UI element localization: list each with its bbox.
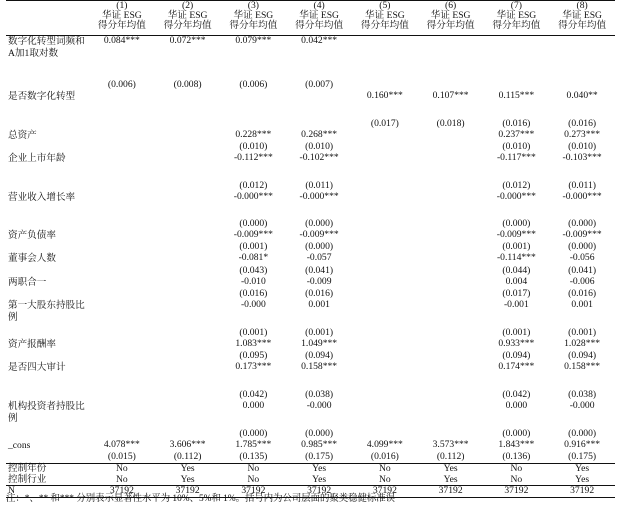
column-header: (8) 华证 ESG 得分年均值	[549, 1, 615, 36]
cell-value	[155, 219, 221, 230]
cell-value: -0.009***	[562, 229, 602, 241]
cell-value	[155, 390, 221, 401]
cell-value: 1.083***	[235, 337, 272, 349]
cell-value: (0.042)	[502, 389, 531, 401]
cell-value: (0.010)	[305, 141, 334, 153]
row-label	[6, 390, 89, 401]
cell-value: Yes	[180, 473, 195, 485]
cell-value: No	[247, 473, 260, 485]
header-corner	[6, 1, 89, 36]
header-row	[6, 1, 615, 36]
cell-value: No	[510, 473, 523, 485]
cell-value: -0.009***	[233, 229, 273, 241]
cell-value: (0.136)	[502, 451, 531, 463]
cell-value	[418, 390, 484, 401]
cell-value	[89, 401, 155, 429]
cell-value	[89, 181, 155, 192]
cell-value	[89, 351, 155, 362]
cell-value: 3.606***	[169, 439, 206, 451]
cell-value	[352, 192, 418, 219]
cell-value: (0.095)	[239, 350, 268, 362]
cell-value: 0.072***	[169, 35, 206, 46]
cell-value	[418, 289, 484, 300]
cell-value: 0.933***	[498, 337, 535, 349]
row-label: _cons	[8, 440, 31, 452]
cell-value: 37192	[549, 486, 615, 498]
cell-value: (0.010)	[502, 141, 531, 153]
cell-value: (0.042)	[239, 389, 268, 401]
cell-value: (0.016)	[568, 118, 597, 129]
cell-value: (0.016)	[239, 287, 268, 299]
row-label	[6, 80, 89, 91]
cell-value	[352, 266, 418, 277]
cell-value: (0.016)	[305, 287, 334, 299]
cell-value	[352, 277, 418, 289]
cell-value	[352, 390, 418, 401]
row-label: 是否数字化转型	[8, 91, 76, 102]
cell-value	[418, 351, 484, 362]
cell-value: 0.115***	[498, 90, 535, 101]
cell-value: Yes	[312, 473, 327, 485]
cell-value: Yes	[549, 464, 615, 475]
cell-value: 37192	[286, 486, 352, 498]
cell-value: (0.000)	[239, 428, 268, 440]
row-label: 资产负债率	[8, 230, 56, 242]
cell-value	[155, 277, 221, 289]
row-label: 两职合一	[8, 276, 47, 288]
row-label	[6, 181, 89, 192]
cell-value: (0.112)	[436, 451, 465, 463]
cell-value: (0.135)	[239, 451, 268, 463]
cell-value	[418, 339, 484, 351]
cell-value: (0.043)	[239, 264, 268, 276]
cell-value	[352, 351, 418, 362]
cell-value: Yes	[575, 473, 590, 485]
cell-value: (0.006)	[107, 79, 136, 90]
cell-value: -0.000	[306, 400, 332, 412]
table-body	[6, 36, 615, 464]
cell-value: -0.000	[569, 400, 595, 412]
cell-value: -0.081*	[238, 252, 269, 264]
row-label: 营业收入增长率	[8, 192, 76, 204]
table-row	[6, 192, 615, 219]
cell-value	[155, 351, 221, 362]
cell-value: (0.001)	[239, 326, 268, 338]
cell-value: No	[379, 473, 391, 485]
cell-value	[352, 289, 418, 300]
cell-value: -0.000***	[562, 191, 602, 203]
cell-value: (0.038)	[568, 389, 597, 401]
cell-value	[352, 219, 418, 230]
cell-value	[418, 362, 484, 390]
cell-value: (0.001)	[568, 326, 597, 338]
table-row	[6, 362, 615, 390]
table-row-se	[6, 266, 615, 277]
cell-value: 0.084***	[103, 35, 140, 46]
cell-value: (0.001)	[239, 241, 268, 253]
cell-value: (0.012)	[502, 180, 531, 192]
cell-value: (0.112)	[173, 451, 202, 463]
cell-value: (0.041)	[568, 264, 597, 276]
cell-value	[418, 401, 484, 429]
row-label: N	[6, 486, 89, 498]
cell-value	[89, 91, 155, 119]
cell-value: (0.018)	[436, 118, 465, 129]
cell-value: (0.006)	[239, 79, 268, 90]
row-label: 总资产	[8, 130, 37, 141]
cell-value	[418, 192, 484, 219]
cell-value	[155, 181, 221, 192]
cell-value: -0.006	[569, 275, 595, 287]
row-label	[6, 328, 89, 339]
cell-value: No	[352, 464, 418, 475]
cell-value: (0.016)	[370, 451, 399, 463]
cell-value	[89, 289, 155, 300]
cell-value: (0.041)	[305, 264, 334, 276]
cell-value	[418, 242, 484, 253]
cell-value: (0.010)	[568, 141, 597, 153]
column-header: (5) 华证 ESG 得分年均值	[352, 1, 418, 36]
cell-value: Yes	[418, 464, 484, 475]
column-header: (1) 华证 ESG 得分年均值	[89, 1, 155, 36]
cell-value	[155, 142, 221, 153]
cell-value	[89, 142, 155, 153]
cell-value	[484, 36, 550, 81]
row-label: 董事会人数	[8, 253, 56, 265]
cell-value: -0.114***	[496, 252, 536, 264]
row-label	[6, 142, 89, 153]
cell-value: (0.017)	[370, 118, 399, 129]
cell-value: 4.078***	[103, 439, 140, 451]
cell-value	[352, 36, 418, 81]
cell-value: (0.000)	[568, 428, 597, 440]
cell-value: 0.268***	[301, 129, 338, 140]
cell-value: (0.000)	[568, 241, 597, 253]
row-label: 机构投资者持股比例	[8, 401, 85, 425]
cell-value: 0.079***	[235, 35, 272, 46]
cell-value: Yes	[443, 473, 458, 485]
cell-value: (0.000)	[305, 428, 334, 440]
table-header	[6, 1, 615, 36]
cell-value: (0.017)	[502, 287, 531, 299]
cell-value	[549, 36, 615, 81]
cell-value	[221, 91, 287, 119]
cell-value	[418, 230, 484, 242]
table-row	[6, 300, 615, 328]
cell-value	[89, 192, 155, 219]
cell-value: -0.001	[503, 298, 529, 310]
cell-value: 1.049***	[301, 337, 338, 349]
cell-value	[352, 253, 418, 265]
cell-value: 1.785***	[235, 439, 272, 451]
cell-value	[418, 181, 484, 192]
cell-value: No	[221, 464, 287, 475]
cell-value: -0.000	[240, 298, 266, 310]
cell-value: No	[484, 464, 550, 475]
cell-value	[352, 181, 418, 192]
cell-value: 0.228***	[235, 129, 272, 140]
cell-value: 4.099***	[366, 439, 403, 451]
cell-value	[352, 401, 418, 429]
column-header: (2) 华证 ESG 得分年均值	[155, 1, 221, 36]
cell-value: -0.117***	[496, 152, 536, 164]
cell-value	[352, 242, 418, 253]
cell-value: 1.028***	[564, 337, 601, 349]
cell-value: 37192	[352, 486, 418, 498]
cell-value	[418, 153, 484, 181]
row-label	[6, 242, 89, 253]
cell-value: 0.000	[242, 400, 265, 412]
cell-value: (0.000)	[305, 218, 334, 230]
column-header: (3) 华证 ESG 得分年均值	[221, 1, 287, 36]
cell-value	[89, 219, 155, 230]
cell-value: (0.011)	[305, 180, 333, 192]
cell-value	[418, 130, 484, 142]
cell-value: -0.000***	[233, 191, 273, 203]
cell-value: 0.985***	[301, 439, 338, 451]
cell-value	[89, 362, 155, 390]
cell-value: (0.094)	[568, 350, 597, 362]
cell-value: (0.007)	[305, 79, 334, 90]
cell-value: -0.009***	[299, 229, 339, 241]
table-row	[6, 277, 615, 289]
cell-value: 0.000	[505, 400, 528, 412]
cell-value: (0.044)	[502, 264, 531, 276]
cell-value: 0.107***	[432, 90, 469, 101]
cell-value	[89, 277, 155, 289]
cell-value	[155, 339, 221, 351]
cell-value	[155, 153, 221, 181]
cell-value: (0.008)	[173, 79, 202, 90]
cell-value	[155, 192, 221, 219]
cell-value: No	[116, 473, 128, 485]
cell-value	[352, 339, 418, 351]
cell-value	[352, 362, 418, 390]
cell-value	[155, 91, 221, 119]
cell-value: 0.160***	[366, 90, 403, 101]
row-label: 企业上市年龄	[8, 153, 66, 165]
row-label: 资产报酬率	[8, 338, 56, 350]
row-label: 第一大股东持股比例	[8, 299, 85, 324]
cell-value	[89, 153, 155, 181]
cell-value	[89, 339, 155, 351]
cell-value: 0.158***	[301, 361, 338, 373]
cell-value: 37192	[155, 486, 221, 498]
table-row	[6, 475, 615, 486]
cell-value: 0.004	[505, 275, 528, 287]
cell-value	[155, 130, 221, 142]
cell-value: -0.009	[306, 275, 332, 287]
cell-value	[89, 300, 155, 328]
cell-value: (0.000)	[568, 218, 597, 230]
cell-value: -0.102***	[299, 152, 339, 164]
cell-value: (0.094)	[305, 350, 334, 362]
cell-value	[89, 230, 155, 242]
cell-value: (0.012)	[239, 180, 268, 192]
cell-value: 0.174***	[498, 361, 535, 373]
row-label	[6, 289, 89, 300]
cell-value: -0.009***	[496, 229, 536, 241]
cell-value: No	[89, 464, 155, 475]
row-label	[6, 119, 89, 130]
cell-value	[418, 300, 484, 328]
row-label: 是否四大审计	[8, 362, 66, 374]
cell-value: 0.040**	[566, 90, 598, 101]
cell-value	[155, 266, 221, 277]
cell-value: Yes	[286, 464, 352, 475]
cell-value: 0.042***	[301, 35, 338, 46]
cell-value: 0.001	[308, 298, 330, 310]
cell-value	[89, 242, 155, 253]
cell-value	[89, 328, 155, 339]
cell-value: (0.175)	[305, 451, 334, 463]
cell-value	[155, 300, 221, 328]
cell-value	[352, 300, 418, 328]
cell-value: (0.000)	[502, 428, 531, 440]
cell-value: (0.016)	[568, 287, 597, 299]
cell-value	[418, 253, 484, 265]
cell-value: 0.173***	[235, 361, 272, 373]
cell-value	[352, 230, 418, 242]
cell-value	[286, 91, 352, 119]
table-note: 注：*、** 和*** 分别表示显著性水平为 10%、5%和 1%。括号内为公司层面的聚类稳健标准误	[6, 494, 396, 504]
cell-value: Yes	[155, 464, 221, 475]
cell-value	[155, 362, 221, 390]
cell-value: 37192	[418, 486, 484, 498]
row-label	[6, 452, 89, 464]
column-header: (7) 华证 ESG 得分年均值	[484, 1, 550, 36]
cell-value	[418, 142, 484, 153]
cell-value	[352, 153, 418, 181]
cell-value: (0.016)	[502, 118, 531, 129]
column-header: (6) 华证 ESG 得分年均值	[418, 1, 484, 36]
row-label: 控制年份	[6, 464, 89, 475]
cell-value	[89, 253, 155, 265]
row-label	[6, 429, 89, 440]
table-row	[6, 36, 615, 81]
cell-value: (0.094)	[502, 350, 531, 362]
cell-value	[89, 119, 155, 130]
row-label	[6, 351, 89, 362]
cell-value: 0.158***	[564, 361, 601, 373]
cell-value	[155, 289, 221, 300]
cell-value	[155, 328, 221, 339]
cell-value	[155, 119, 221, 130]
column-header: (4) 华证 ESG 得分年均值	[286, 1, 352, 36]
cell-value	[352, 328, 418, 339]
row-label	[6, 219, 89, 230]
cell-value: 0.273***	[564, 129, 601, 140]
cell-value: -0.000***	[496, 191, 536, 203]
table-row-se	[6, 452, 615, 464]
cell-value	[352, 142, 418, 153]
cell-value: (0.010)	[239, 141, 268, 153]
cell-value: -0.010	[240, 275, 266, 287]
cell-value: -0.056	[569, 252, 595, 264]
cell-value: (0.015)	[107, 451, 136, 463]
table-row	[6, 91, 615, 119]
row-label: 控制行业	[8, 473, 47, 485]
cell-value	[155, 253, 221, 265]
cell-value: 37192	[89, 486, 155, 498]
cell-value: (0.001)	[305, 326, 334, 338]
row-label: 数字化转型词频和A加1取对数	[8, 36, 85, 60]
cell-value: (0.001)	[502, 241, 531, 253]
cell-value: 0.916***	[564, 439, 601, 451]
table-row	[6, 464, 615, 475]
cell-value: -0.103***	[562, 152, 602, 164]
cell-value: 0.001	[571, 298, 593, 310]
cell-value: 1.843***	[498, 439, 535, 451]
cell-value: 3.573***	[432, 439, 469, 451]
cell-value: 37192	[484, 486, 550, 498]
cell-value: (0.038)	[305, 389, 334, 401]
cell-value: (0.000)	[502, 218, 531, 230]
cell-value	[418, 36, 484, 81]
cell-value	[418, 219, 484, 230]
cell-value	[155, 242, 221, 253]
row-label	[6, 266, 89, 277]
cell-value	[418, 328, 484, 339]
cell-value: (0.001)	[502, 326, 531, 338]
cell-value: -0.112***	[233, 152, 273, 164]
table-row	[6, 153, 615, 181]
cell-value	[89, 390, 155, 401]
cell-value	[155, 401, 221, 429]
cell-value	[418, 277, 484, 289]
cell-value: -0.057	[306, 252, 332, 264]
cell-value: (0.175)	[568, 451, 597, 463]
cell-value: 37192	[221, 486, 287, 498]
cell-value	[89, 130, 155, 142]
cell-value: -0.000***	[299, 191, 339, 203]
cell-value	[418, 266, 484, 277]
cell-value: (0.000)	[305, 241, 334, 253]
cell-value	[89, 266, 155, 277]
cell-value: (0.011)	[568, 180, 596, 192]
regression-table	[6, 1, 615, 498]
cell-value	[352, 130, 418, 142]
cell-value: (0.000)	[239, 218, 268, 230]
cell-value	[155, 230, 221, 242]
table-row	[6, 253, 615, 265]
table-controls	[6, 464, 615, 498]
cell-value: 0.237***	[498, 129, 535, 140]
table-row	[6, 401, 615, 429]
